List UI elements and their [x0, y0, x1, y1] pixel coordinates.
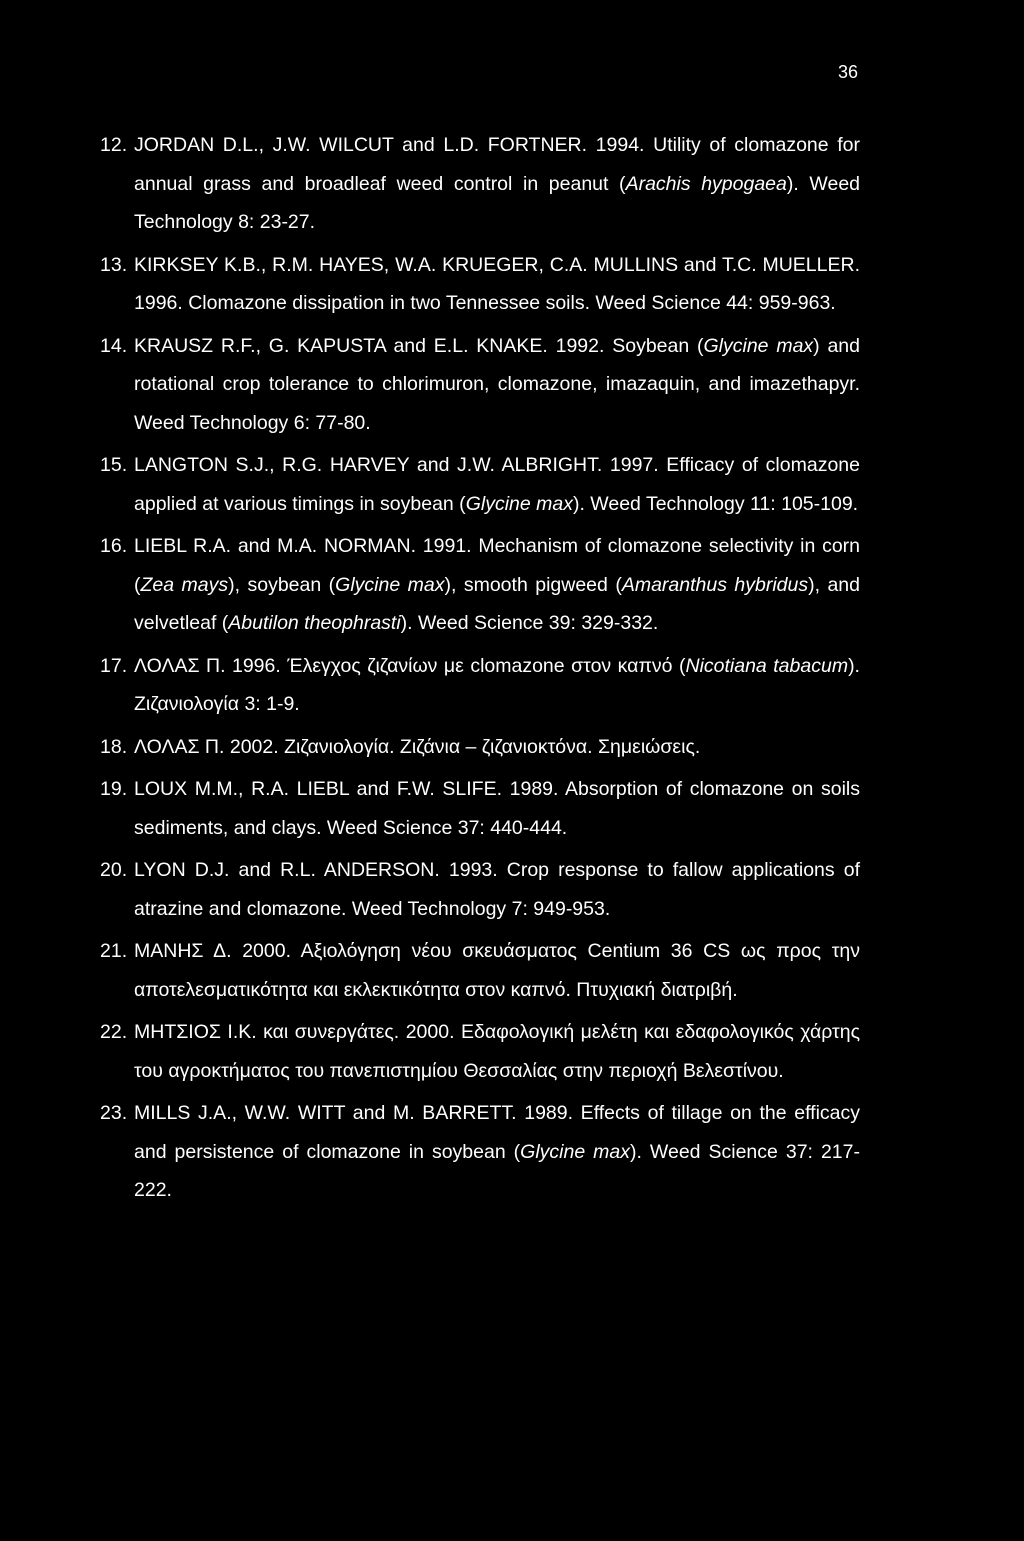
reference-text-segment: LOUX M.M., R.A. LIEBL and F.W. SLIFE. 1989. Absorption of clomazone on soils sediments, and clays. Weed Science 37: 440-444.: [134, 778, 860, 839]
reference-text-segment: ΜΑΝΗΣ Δ. 2000. Αξιολόγηση νέου σκευάσματος Centium 36 CS ως προς την αποτελεσματικότητα και εκλεκτικότητα στον καπνό. Πτυχιακή διατριβή.: [134, 940, 860, 1001]
reference-text-segment: ΛΟΛΑΣ Π. 2002. Ζιζανιολογία. Ζιζάνια – ζιζανιοκτόνα. Σημειώσεις.: [134, 735, 701, 758]
reference-text: [134, 770, 860, 847]
reference-number: 19.: [100, 778, 128, 800]
reference-list: [100, 126, 860, 1214]
species-name: Glycine max: [335, 573, 445, 596]
reference-item: [100, 728, 860, 767]
species-name: Glycine max: [703, 334, 814, 357]
reference-number: 14.: [100, 334, 128, 357]
reference-text: [134, 1094, 860, 1210]
reference-text-segment: ), smooth pigweed (: [444, 573, 622, 596]
reference-number: 15.: [100, 454, 128, 476]
reference-text-segment: LANGTON S.J., R.G. HARVEY and J.W. ALBRIGHT. 1997. Efficacy of clomazone applied at various timings in soybean (: [134, 454, 860, 515]
species-name: Abutilon theophrasti: [228, 612, 401, 634]
reference-number: 16.: [100, 535, 128, 557]
reference-text-segment: ), and velvetleaf (: [134, 573, 861, 634]
reference-text: [134, 446, 860, 523]
reference-item: [100, 1094, 860, 1210]
reference-text-segment: KRAUSZ R.F., G. KAPUSTA and E.L. KNAKE. 1992. Soybean (: [134, 334, 704, 357]
reference-text-segment: ΜΗΤΣΙΟΣ Ι.Κ. και συνεργάτες. 2000. Εδαφολογική μελέτη και εδαφολογικός χάρτης του αγροκτήματος του πανεπιστημίου Θεσσαλίας στην περιοχή Βελεστίνου.: [134, 1021, 860, 1082]
species-name: Glycine max: [465, 492, 573, 515]
reference-text-segment: ΛΟΛΑΣ Π. 1996. Έλεγχος ζιζανίων με clomazone στον καπνό (: [134, 654, 686, 677]
reference-number: 17.: [100, 654, 128, 677]
reference-text-segment: ). Weed Technology 11: 105-109.: [572, 492, 859, 515]
species-name: Arachis hypogaea: [625, 172, 787, 195]
reference-number: 20.: [100, 859, 128, 881]
reference-text-segment: ), soybean (: [228, 573, 336, 596]
species-name: Zea mays: [140, 573, 229, 596]
reference-item: [100, 851, 860, 928]
page-number: 36: [838, 62, 859, 82]
reference-number: 12.: [100, 134, 128, 156]
reference-text-segment: ). Weed Science 39: 329-332.: [400, 612, 659, 634]
reference-text: [134, 647, 860, 724]
species-name: Glycine max: [520, 1140, 631, 1163]
reference-text-segment: ). Weed Technology 8: 23-27.: [134, 172, 861, 233]
reference-text-segment: JORDAN D.L., J.W. WILCUT and L.D. FORTNER. 1994. Utility of clomazone for annual grass and broadleaf weed control in peanut (: [134, 134, 860, 195]
reference-text-segment: LIEBL R.A. and M.A. NORMAN. 1991. Mechanism of clomazone selectivity in corn (: [134, 535, 860, 596]
reference-item: [100, 932, 860, 1009]
reference-text: [134, 851, 860, 928]
species-name: Amaranthus hybridus: [621, 573, 809, 596]
reference-text-segment: LYON D.J. and R.L. ANDERSON. 1993. Crop response to fallow applications of atrazine and clomazone. Weed Technology 7: 949-953.: [134, 859, 860, 920]
reference-text: [134, 126, 860, 242]
reference-text: [134, 728, 860, 767]
reference-item: [100, 327, 860, 443]
reference-item: [100, 246, 860, 323]
reference-item: [100, 647, 860, 724]
reference-text: [134, 327, 860, 443]
reference-item: [100, 770, 860, 847]
reference-text-segment: ). Ζιζανιολογία 3: 1-9.: [134, 654, 860, 715]
reference-number: 13.: [100, 253, 128, 276]
reference-item: [100, 126, 860, 242]
reference-item: [100, 446, 860, 523]
reference-number: 23.: [100, 1102, 128, 1124]
reference-text-segment: KIRKSEY K.B., R.M. HAYES, W.A. KRUEGER, C.A. MULLINS and T.C. MUELLER. 1996. Clomazone dissipation in two Tennessee soils. Weed Science 44: 959-963.: [134, 253, 860, 314]
reference-text: [134, 1013, 860, 1090]
reference-number: 22.: [100, 1021, 128, 1043]
reference-number: 18.: [100, 735, 128, 758]
reference-text-segment: ) and rotational crop tolerance to chlorimuron, clomazone, imazaquin, and imazethapyr. Weed Technology 6: 77-80.: [134, 334, 861, 434]
reference-text-segment: MILLS J.A., W.W. WITT and M. BARRETT. 1989. Effects of tillage on the efficacy and persistence of clomazone in soybean (: [134, 1102, 860, 1163]
reference-text: [134, 246, 860, 323]
reference-item: [100, 1013, 860, 1090]
reference-text: [134, 527, 860, 643]
reference-text: [134, 932, 860, 1009]
reference-item: [100, 527, 860, 643]
reference-text-segment: ). Weed Science 37: 217-222.: [134, 1140, 860, 1201]
reference-number: 21.: [100, 940, 128, 962]
species-name: Nicotiana tabacum: [685, 654, 849, 677]
